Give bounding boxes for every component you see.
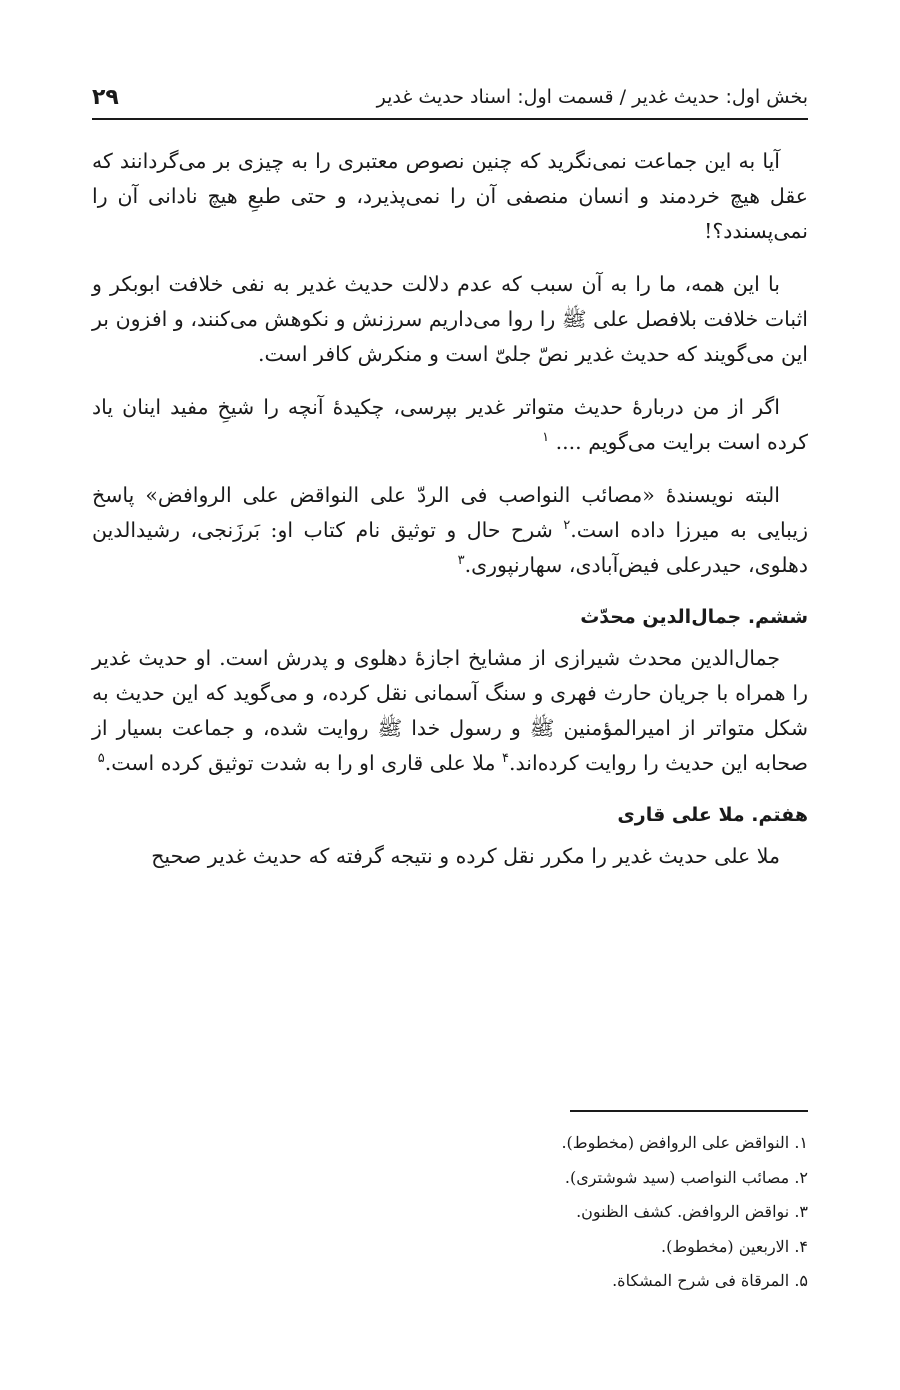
footnote-4: ۴. الاربعین (مخطوط). [661, 1236, 808, 1256]
running-header [92, 74, 808, 120]
section-6-text-b: ملا علی قاری او را به شدت توثیق کرده است. [104, 751, 503, 775]
footnotes [92, 1126, 808, 1299]
footnote-ref-4[interactable]: ۴ [502, 751, 510, 767]
paragraph-3-text: اگر از من دربارهٔ حدیث متواتر غدیر بپرسی، چکیدهٔ آنچه را شیخِ مفید اینان یاد کرده است برایت می‌گویم .... [92, 395, 808, 454]
section-heading-6: ششم. جمال‌الدین محدّث [580, 606, 808, 628]
paragraph-2-text: با این همه، ما را به آن سبب که عدم دلالت حدیث غدیر به نفی خلافت ابوبکر و اثبات خلافت بلافصل علی ﷺ را روا می‌داریم سرزنش و نکوهش می‌کنند، و افزون بر این می‌گویند که حدیث غدیر نصّ جلیّ است و منکرش کافر است. [92, 272, 808, 366]
paragraph-1 [92, 144, 808, 249]
section-7-paragraph [92, 839, 808, 874]
footnote-1: ۱. النواقض علی الروافض (مخطوط). [561, 1133, 808, 1152]
book-page [92, 60, 808, 1360]
section-6-text-a: جمال‌الدین محدث شیرازی از مشایخ اجازهٔ دهلوی و پدرش است. او حدیث غدیر را همراه با جریان حارث فهری و سنگ آسمانی نقل کرده، و می‌گوید که این حدیث به شکل متواتر از امیرالمؤمنین ﷺ و رسول خدا ﷺ روایت شده، و جماعت بسیار از صحابه این حدیث را روایت کرده‌اند. [92, 646, 808, 775]
footnote-ref-1[interactable]: ۱ [542, 430, 550, 446]
section-heading-7: هفتم. ملا علی قاری [617, 804, 808, 826]
section-7-text: ملا علی حدیث غدیر را مکرر نقل کرده و نتیجه گرفته که حدیث غدیر صحیح [151, 844, 780, 868]
footnote-2: ۲. مصائب النواصب (سید شوشتری). [564, 1167, 808, 1187]
section-6-paragraph [92, 641, 808, 781]
paragraph-4 [92, 478, 808, 583]
paragraph-4-text-b: شرح حال و توثیق نام کتاب او: بَرزَنجی، رشیدالدین دهلوی، حیدرعلی فیض‌آبادی، سهارنپوری. [92, 518, 808, 577]
footnote-3: ۳. نواقض الروافض. کشف الظنون. [576, 1202, 808, 1221]
footnote-ref-3[interactable]: ۳ [457, 553, 465, 569]
paragraph-1-text: آیا به این جماعت نمی‌نگرید که چنین نصوص معتبری را به چیزی بر می‌گردانند که عقل هیچ خردمند و انسان منصفی آن را نمی‌پذیرد، و حتی طبعِ هیچ نادانی آن را نمی‌پسندد؟! [92, 149, 808, 243]
footnote-separator [570, 1110, 808, 1112]
header-rule [92, 118, 808, 120]
page-number: ۲۹ [92, 84, 119, 110]
header-title: بخش اول: حدیث غدیر / قسمت اول: اسناد حدیث غدیر [376, 86, 808, 108]
paragraph-4-text-a: البته نویسندهٔ «مصائب النواصب فی الردّ علی النواقض علی الروافض» پاسخ زیبایی به میرزا داده است. [92, 483, 808, 542]
paragraph-2 [92, 267, 808, 372]
paragraph-3 [92, 390, 808, 460]
footnote-5: ۵. المرقاة فی شرح المشکاة. [612, 1271, 808, 1290]
footnote-ref-5[interactable]: ۵ [97, 751, 105, 767]
main-text [92, 144, 808, 892]
footnote-ref-2[interactable]: ۲ [563, 518, 571, 534]
